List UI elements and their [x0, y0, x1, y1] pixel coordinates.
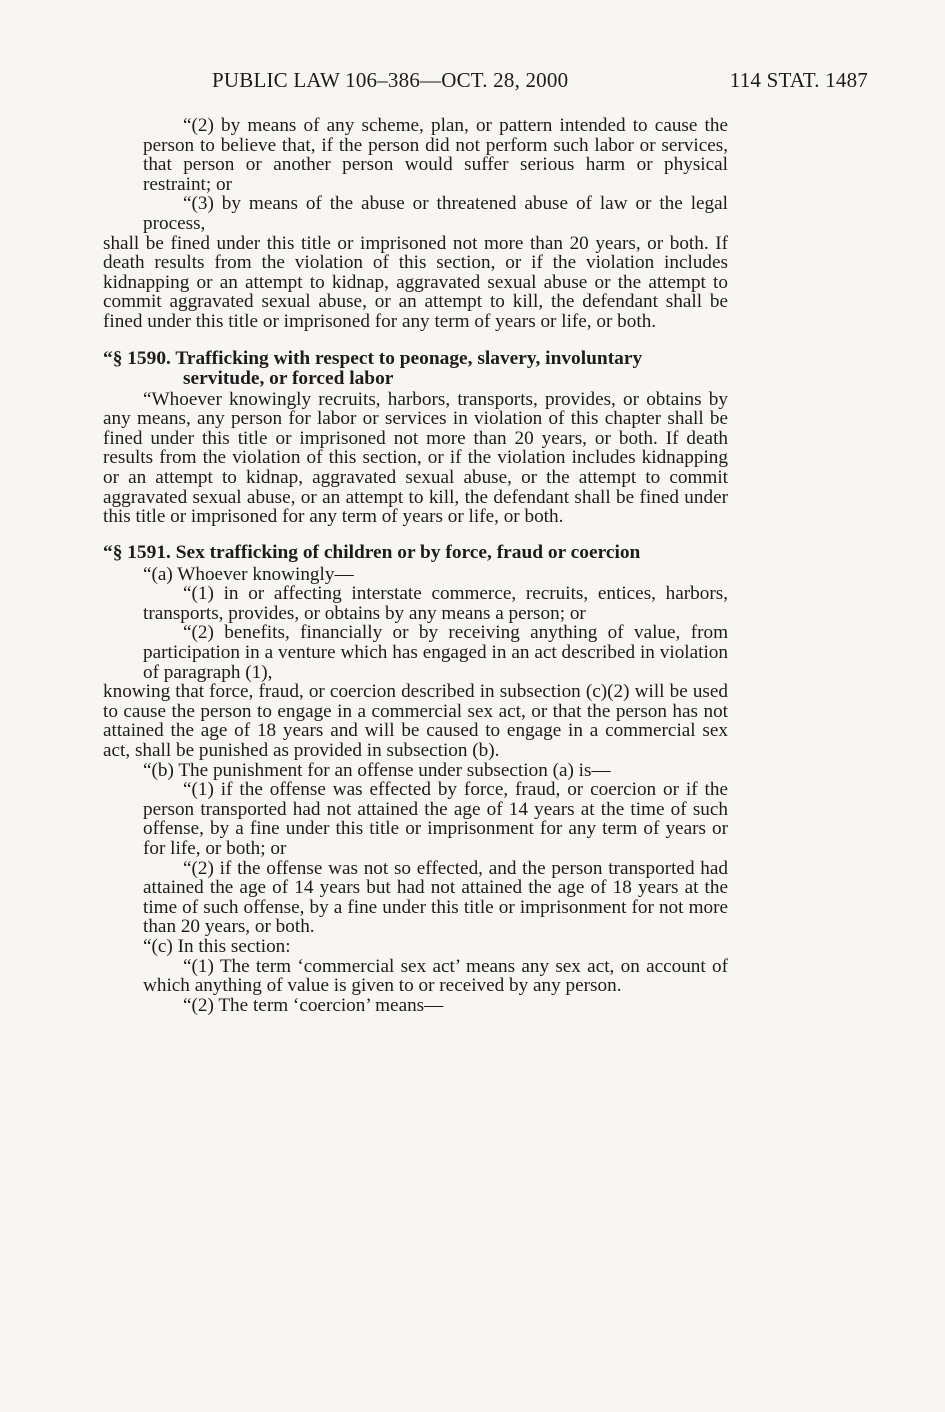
paragraph-1591-a1: “(1) in or affecting interstate commerce, recruits, entices, harbors, transports, provides, or obtains by any means a person; or	[143, 583, 728, 624]
paragraph-1591-b2: “(2) if the offense was not so effected, and the person transported had attained the age of 14 years but had not attained the age of 18 years at the time of such offense, by a fine under this title or imprisonment for not more than 20 years, or both.	[143, 857, 728, 938]
paragraph-1591-b: “(b) The punishment for an offense under subsection (a) is—	[143, 759, 611, 781]
paragraph-penalty-1589: shall be fined under this title or imprisoned not more than 20 years, or both. If death results from the violation of this section, or if the violation includes kidnapping or an attempt to kidnap, aggravated sexual abuse or the attempt to commit aggravated sexual abuse, or an attempt to kill, the defendant shall be fined under this title or imprisoned for any term of years or life, or both.	[103, 232, 728, 332]
paragraph-1591-c: “(c) In this section:	[143, 935, 291, 957]
header-stat-citation: 114 STAT. 1487	[729, 68, 868, 92]
paragraph-1591-a2: “(2) benefits, financially or by receiving anything of value, from participation in a venture which has engaged in an act described in violation of paragraph (1),	[143, 622, 728, 683]
paragraph-1591-c1: “(1) The term ‘commercial sex act’ means any sex act, on account of which anything of value is given to or received by any person.	[143, 955, 728, 997]
paragraph-1591-c2: “(2) The term ‘coercion’ means—	[183, 994, 444, 1016]
section-heading-1590: “§ 1590. Trafficking with respect to peonage, slavery, involuntary servitude, or forced labor	[103, 347, 643, 389]
paragraph-1590-text: “Whoever knowingly recruits, harbors, transports, provides, or obtains by any means, any person for labor or services in violation of this chapter shall be fined under this title or imprisoned not more than 20 years, or both. If death results from the violation of this section, or if the violation includes kidnapping or an attempt to kidnap, aggravated sexual abuse, or the attempt to commit aggravated sexual abuse, or an attempt to kill, the defendant shall be fined under this title or imprisoned for any term of years or life, or both.	[103, 388, 728, 528]
section-heading-1591: “§ 1591. Sex trafficking of children or by force, fraud or coercion	[103, 541, 641, 563]
paragraph-1591-a: “(a) Whoever knowingly—	[143, 563, 354, 585]
paragraph-1591-b1: “(1) if the offense was effected by force, fraud, or coercion or if the person transported had not attained the age of 14 years at the time of such offense, by a fine under this title or imprisonment for any term of years or for life, or both; or	[143, 779, 728, 859]
paragraph-a3-legal-process: “(3) by means of the abuse or threatened abuse of law or the legal process,	[143, 193, 728, 234]
header-title: PUBLIC LAW 106–386—OCT. 28, 2000	[212, 68, 569, 92]
document-body	[103, 116, 728, 1015]
paragraph-1591-knowing: knowing that force, fraud, or coercion described in subsection (c)(2) will be used to cause the person to engage in a commercial sex act, or that the person has not attained the age of 18 years and will be caused to engage in a commercial sex act, shall be punished as provided in subsection (b).	[103, 681, 728, 762]
paragraph-a2-scheme: “(2) by means of any scheme, plan, or pattern intended to cause the person to believe that, if the person did not perform such labor or services, that person or another person would suffer serious harm or physical restraint; or	[143, 115, 728, 195]
running-header	[212, 68, 868, 96]
